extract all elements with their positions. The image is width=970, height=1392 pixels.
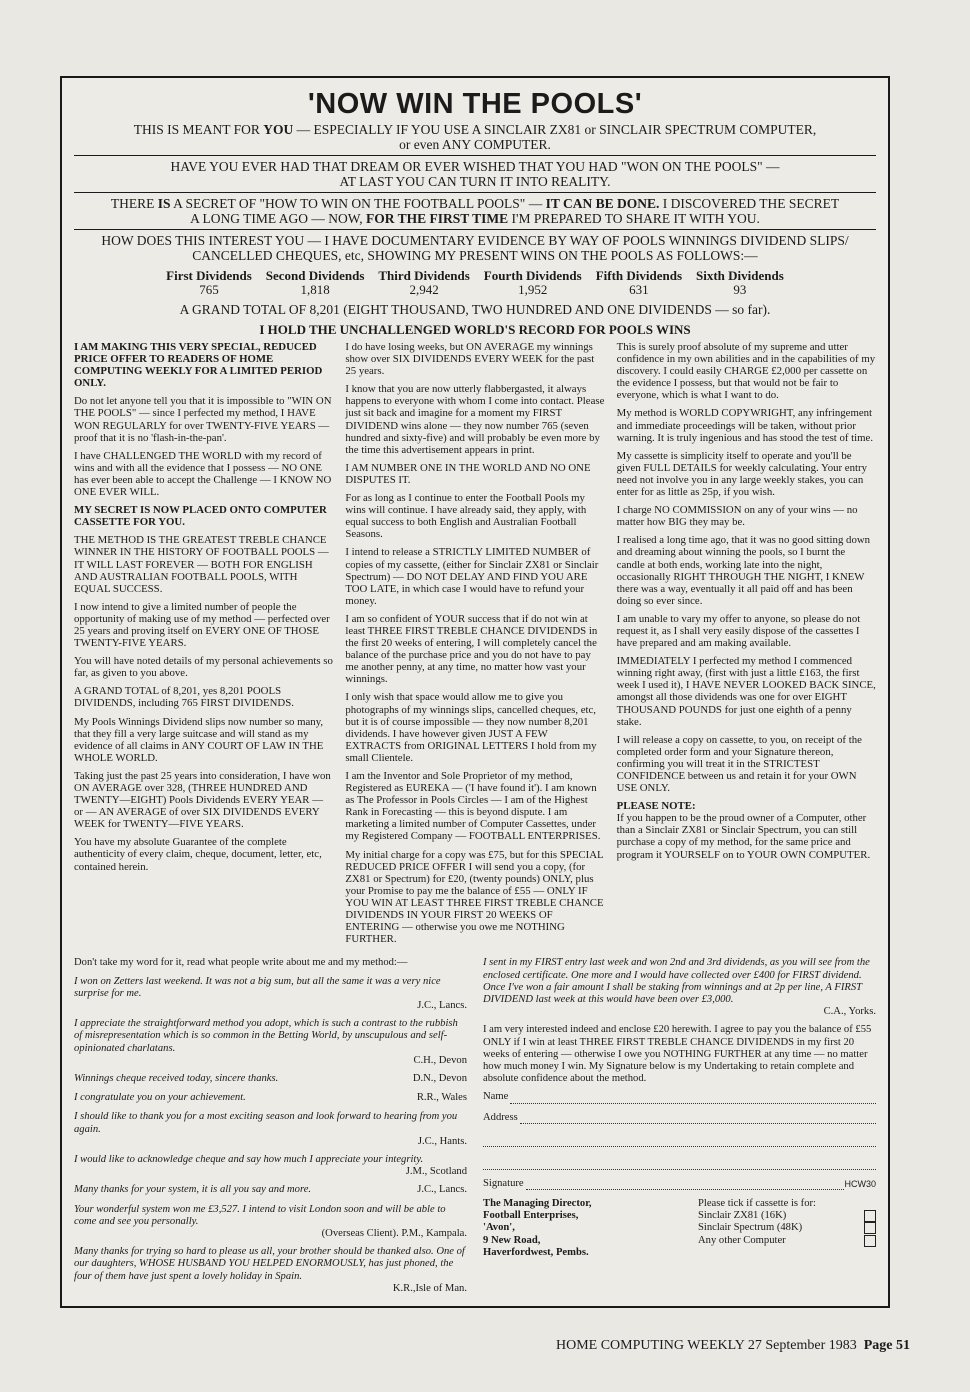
paragraph: This is surely proof absolute of my supreme and utter confidence in my own abilities and in the capabilities of my discovery. I could easily CHARGE £2,000 per cassette on the evidence I possess, but that would not be fair to everyone, which is what I want to do. xyxy=(616,341,876,402)
ref-code: HCW30 xyxy=(844,1178,876,1189)
testimonial-quote: I won on Zetters last weekend. It was not a big sum, but all the same it was a very nice surprise for me. xyxy=(74,975,441,999)
secret-text: I'M PREPARED TO SHARE IT WITH YOU. xyxy=(508,211,760,226)
divider xyxy=(74,229,876,230)
signature-label: Signature xyxy=(483,1177,524,1189)
paragraph: My Pools Winnings Dividend slips now number so many, that they fill a very large suitcase and will stand as my evidence of all claims in ANY COURT OF LAW IN THE WHOLE WORLD. xyxy=(74,715,324,764)
secret-text: I DISCOVERED THE SECRET xyxy=(659,196,840,211)
testimonial-sig: R.R., Wales xyxy=(416,1092,467,1104)
testimonial xyxy=(74,1111,467,1148)
dividend-label: Fourth Dividends xyxy=(483,268,582,283)
question-text: AT LAST YOU CAN TURN IT INTO REALITY. xyxy=(339,174,611,189)
dividend-cell xyxy=(378,269,469,297)
testimonial xyxy=(74,976,467,1013)
dividends-table xyxy=(74,269,876,297)
paragraph: I am so confident of YOUR success that if do not win at least THREE FIRST TREBLE CHANCE DIVIDENDS in the first 20 weeks of entering, I will completely cancel the balance of the purchase price and you do not have to pay me another penny, at any time, no matter how vast your winnings. xyxy=(345,612,598,686)
dividend-label: First Dividends xyxy=(166,268,252,283)
dividend-value: 2,942 xyxy=(409,282,439,297)
dividend-cell xyxy=(484,269,582,297)
secret-statement xyxy=(74,196,876,226)
address-line-3[interactable] xyxy=(483,1155,876,1170)
letter-extract xyxy=(483,957,876,1018)
evidence-text: CANCELLED CHEQUES, etc, SHOWING MY PRESENT WINS ON THE POOLS AS FOLLOWS:— xyxy=(192,248,758,263)
secret-emph: IT CAN BE DONE. xyxy=(545,196,660,211)
testimonial xyxy=(74,1154,467,1178)
paragraph: IMMEDIATELY I perfected my method I commenced winning right away, (first with just a little £163, the first week I used it), I HAVE NEVER LOOKED BACK SINCE, amongst all those dividends was one for over EIGHT THOUSAND POUNDS for just one eighth of a penny stake. xyxy=(616,655,876,728)
dividend-cell xyxy=(596,269,682,297)
testimonial xyxy=(74,1204,467,1241)
paragraph: My initial charge for a copy was £75, but for this SPECIAL REDUCED PRICE OFFER I will send you a copy, (for ZX81 or Spectrum) for £20, (twenty pounds) ONLY, plus your Promise to pay me the balance of £55 — ONLY IF YOU WIN AT LEAST THREE FIRST TREBLE CHANCE DIVIDENDS IN YOUR FIRST 20 WEEKS OF ENTERING — otherwise you owe me NOTHING FURTHER. xyxy=(345,848,604,946)
pools-advert xyxy=(60,76,890,1308)
order-text: I am very interested indeed and enclose £20 herewith. I agree to pay you the balance of £55 ONLY if I win at least THREE FIRST TREBLE CHANCE DIVIDENDS in my first 20 weeks of entering — otherwise I owe you NOTHING FURTHER at any time — no matter how much money I win. My Signature below is my Undertaking to retain complete and absolute confidence about the method. xyxy=(483,1024,872,1085)
please-note-heading: PLEASE NOTE: xyxy=(616,800,696,813)
paragraph: I now intend to give a limited number of people the opportunity of making use of my method — perfected over 25 years and proving itself on EVERY ONE OF THOSE TWENTY-FIVE YEARS. xyxy=(74,600,330,650)
evidence-text: HOW DOES THIS INTEREST YOU — I HAVE DOCUMENTARY EVIDENCE BY WAY OF POOLS WINNINGS DIVIDEND SLIPS/ xyxy=(101,233,849,248)
option-other[interactable] xyxy=(698,1235,876,1247)
question-text: HAVE YOU EVER HAD THAT DREAM OR EVER WISHED THAT YOU HAD "WON ON THE POOLS" — xyxy=(170,159,780,174)
headline: 'NOW WIN THE POOLS' xyxy=(307,88,643,120)
testimonial-sig: (Overseas Client). P.M., Kampala. xyxy=(321,1227,467,1239)
paragraph: THE METHOD IS THE GREATEST TREBLE CHANCE WINNER IN THE HISTORY OF FOOTBALL POOLS — IT WILL LAST FOREVER — BOTH FOR ENGLISH AND AUSTRALIAN FOOTBALL POOLS, WITH EQUAL SUCCESS. xyxy=(74,534,329,595)
testimonial-sig: C.H., Devon xyxy=(413,1054,467,1066)
cassette-options xyxy=(698,1198,876,1259)
dividend-cell xyxy=(166,269,252,297)
divider xyxy=(74,155,876,156)
tick-box[interactable] xyxy=(864,1210,876,1222)
letter-quote: I sent in my FIRST entry last week and won 2nd and 3rd dividends, as you will see from the enclosed certificate. One more and I would have collected over £400 for FIRST dividend. Once I've won a fair amount I shall be staking from winnings and at 2p per line, A FIRST DIVIDEND last week at this would have been over £3,000. xyxy=(483,957,870,1005)
postal-address xyxy=(483,1198,592,1259)
dividend-cell xyxy=(696,269,784,297)
paragraph: I AM MAKING THIS VERY SPECIAL, REDUCED PRICE OFFER TO READERS OF HOME COMPUTING WEEKLY FOR A LIMITED PERIOD ONLY. xyxy=(74,341,323,390)
page-footer xyxy=(556,1338,910,1354)
paragraph: I know that you are now utterly flabbergasted, it always happens to everyone with whom I come into contact. Please just sit back and imagine for a moment my FIRST DIVIDEND wins alone — they now number 765 (seven hundred and sixty-five) and will probably be even more by the time this advertisement appears in print. xyxy=(345,383,605,456)
paragraph: I intend to release a STRICTLY LIMITED NUMBER of copies of my cassette, (either for Sinclair ZX81 or Sinclair Spectrum) — DO NOT DELAY AND FIND YOU ARE TOO LATE, in which case I would have to refund your money. xyxy=(345,546,599,607)
address-field[interactable] xyxy=(483,1112,876,1124)
dream-question xyxy=(74,159,876,189)
testimonial xyxy=(74,1246,467,1295)
paragraph: I AM NUMBER ONE IN THE WORLD AND NO ONE DISPUTES IT. xyxy=(345,461,591,486)
option-label: Sinclair Spectrum (48K) xyxy=(698,1222,803,1234)
intro-emph: YOU xyxy=(263,122,294,137)
testimonial-sig: D.N., Devon xyxy=(412,1072,467,1084)
testimonials-intro: Don't take my word for it, read what people write about me and my method:— xyxy=(74,957,408,969)
address-label: Address xyxy=(483,1111,518,1123)
testimonial-quote: I congratulate you on your achievement. xyxy=(74,1092,246,1104)
dividend-cell xyxy=(266,269,365,297)
paragraph: Do not let anyone tell you that it is impossible to "WIN ON THE POOLS" — since I perfected my method, I HAVE WON REGULARLY for over TWENTY-FIVE YEARS — proof that it is no 'flash-in-the-pan'. xyxy=(74,395,332,444)
option-zx81[interactable] xyxy=(698,1210,876,1222)
testimonial xyxy=(74,1018,467,1067)
grand-total: A GRAND TOTAL OF 8,201 (EIGHT THOUSAND, TWO HUNDRED AND ONE DIVIDENDS — so far). xyxy=(179,302,771,317)
column-3 xyxy=(617,341,876,951)
paragraph: I realised a long time ago, that it was no good sitting down and dreaming about winning the pools, so I burnt the candle at both ends, working late into the night, occasionally RIGHT THROUGH THE NIGHT, I KNEW there was a way, eventually it all paid off and has been doing so ever since. xyxy=(616,534,871,607)
signature-field[interactable] xyxy=(483,1178,876,1190)
paragraph: My method is WORLD COPYWRIGHT, any infringement and immediate proceedings will be taken, without prior warning. It is truly ingenious and has stood the test of time. xyxy=(616,407,874,444)
intro-text: THIS IS MEANT FOR xyxy=(133,122,264,137)
secret-text: A LONG TIME AGO — NOW, xyxy=(190,211,366,226)
dividend-value: 1,818 xyxy=(300,282,330,297)
name-label: Name xyxy=(483,1091,509,1103)
body-columns xyxy=(74,341,876,951)
testimonial-sig: K.R.,Isle of Man. xyxy=(392,1282,467,1294)
testimonial-quote: I would like to acknowledge cheque and say how much I appreciate your integrity. xyxy=(74,1153,424,1165)
intro-line xyxy=(74,122,876,152)
paragraph: My cassette is simplicity itself to operate and you'll be given FULL DETAILS for weekly calculating. Your entry need not involve you in any large weekly stakes, you can enter for as little as 25p, if you wish. xyxy=(616,449,867,499)
evidence-statement xyxy=(74,233,876,263)
paragraph: A GRAND TOTAL of 8,201, yes 8,201 POOLS DIVIDENDS, including 765 FIRST DIVIDENDS. xyxy=(74,685,294,710)
dividend-label: Third Dividends xyxy=(378,268,470,283)
paragraph: You have my absolute Guarantee of the complete authenticity of every claim, cheque, document, letter, etc, contained herein. xyxy=(74,836,322,873)
address-and-options xyxy=(483,1198,876,1259)
signature-line[interactable] xyxy=(526,1178,845,1190)
name-line[interactable] xyxy=(510,1092,876,1104)
testimonial-sig: J.M., Scotland xyxy=(405,1166,467,1178)
publication-name: HOME COMPUTING WEEKLY 27 September 1983 xyxy=(556,1338,857,1353)
paragraph: MY SECRET IS NOW PLACED ONTO COMPUTER CASSETTE FOR YOU. xyxy=(74,504,327,529)
paragraph: I am the Inventor and Sole Proprietor of my method, Registered as EUREKA — ('I have found it'). I am known as The Professor in Pools Circles — I am of the Highest Rank in Forecasting — this is beyond dispute. I am marketing a limited number of Computer Cassettes, under my Registered Company — FOOTBALL ENTERPRISES. xyxy=(345,770,601,843)
secret-text: A SECRET OF "HOW TO WIN ON THE FOOTBALL POOLS" — xyxy=(170,196,546,211)
paragraph: I do have losing weeks, but ON AVERAGE my winnings show over SIX DIVIDENDS EVERY WEEK for the past 25 years. xyxy=(345,341,595,378)
testimonials xyxy=(74,957,467,1301)
testimonial-quote: Winnings cheque received today, sincere thanks. xyxy=(74,1072,279,1084)
tick-title: Please tick if cassette is for: xyxy=(698,1197,816,1209)
option-label: Sinclair ZX81 (16K) xyxy=(698,1210,787,1222)
tick-box[interactable] xyxy=(864,1235,876,1247)
paragraph: If you happen to be the proud owner of a Computer, other than a Sinclair ZX81 or Sinclair Spectrum, you can still purchase a copy of my method, for the same price and program it YOURSELF on to YOUR OWN COMPUTER. xyxy=(616,812,871,861)
addr-line: Football Enterprises, xyxy=(483,1210,579,1222)
addr-line: The Managing Director, xyxy=(483,1197,592,1209)
addr-line: 'Avon', xyxy=(483,1222,515,1234)
column-2 xyxy=(345,341,604,951)
dividend-value: 93 xyxy=(733,282,747,297)
testimonial-quote: Your wonderful system won me £3,527. I intend to visit London soon and will be able to come and see you personally. xyxy=(74,1203,446,1227)
option-spectrum[interactable] xyxy=(698,1222,876,1234)
dividend-value: 631 xyxy=(629,282,649,297)
option-label: Any other Computer xyxy=(698,1234,786,1246)
dividend-value: 765 xyxy=(199,282,219,297)
column-1 xyxy=(74,341,333,951)
testimonial xyxy=(74,1184,467,1196)
paragraph: For as long as I continue to enter the Football Pools my wins will continue. I have already said, they apply, with equal success to both English and Australian Football Seasons. xyxy=(345,492,587,541)
testimonial xyxy=(74,1092,467,1104)
testimonial-quote: Many thanks for trying so hard to please us all, your brother should be thanked also. One of our daughters, WHOSE HUSBAND YOU HELPED ENORMOUSLY, has just phoned, the four of them have just spent a lovely holiday in Spain. xyxy=(74,1246,465,1282)
divider xyxy=(74,192,876,193)
letter-sig: C.A., Yorks. xyxy=(823,1006,876,1018)
name-field[interactable] xyxy=(483,1091,876,1103)
secret-text: THERE xyxy=(110,196,158,211)
paragraph: I will release a copy on cassette, to you, on receipt of the completed order form and your Signature thereon, confirming you will treat it in the STRICTEST CONFIDENCE between us and retain it for your OWN USE ONLY. xyxy=(616,733,862,795)
address-line[interactable] xyxy=(520,1112,876,1124)
secret-emph: IS xyxy=(157,196,171,211)
addr-line: 9 New Road, xyxy=(483,1234,541,1246)
world-record: I HOLD THE UNCHALLENGED WORLD'S RECORD FOR POOLS WINS xyxy=(259,322,691,337)
testimonial xyxy=(74,1073,467,1085)
tick-box[interactable] xyxy=(864,1222,876,1234)
testimonial-sig: J.C., Hants. xyxy=(417,1135,467,1147)
testimonial-quote: Many thanks for your system, it is all you say and more. xyxy=(74,1184,312,1196)
dividend-value: 1,952 xyxy=(518,282,548,297)
page-number: Page 51 xyxy=(863,1338,910,1353)
intro-text: — ESPECIALLY IF YOU USE A SINCLAIR ZX81 or SINCLAIR SPECTRUM COMPUTER, xyxy=(293,122,817,137)
paragraph: You will have noted details of my personal achievements so far, as given to you above. xyxy=(74,655,333,680)
paragraph: I have CHALLENGED THE WORLD with my record of wins and with all the evidence that I possess — NO ONE has ever been able to accept the Challenge — I KNOW NO ONE EVER WILL. xyxy=(74,449,332,499)
dividend-label: Sixth Dividends xyxy=(696,268,784,283)
dividend-label: Second Dividends xyxy=(265,268,365,283)
testimonial-sig: J.C., Lancs. xyxy=(417,999,467,1011)
paragraph: I charge NO COMMISSION on any of your wins — no matter how BIG they may be. xyxy=(616,504,858,529)
bottom-section xyxy=(74,957,876,1301)
order-form xyxy=(483,957,876,1301)
testimonial-quote: I should like to thank you for a most exciting season and look forward to hearing from you again. xyxy=(74,1111,458,1135)
addr-line: Haverfordwest, Pembs. xyxy=(483,1246,589,1258)
testimonial-sig: J.C., Lancs. xyxy=(417,1184,467,1196)
secret-emph: FOR THE FIRST TIME xyxy=(366,211,509,226)
intro-text: or even ANY COMPUTER. xyxy=(399,137,551,152)
paragraph: I am unable to vary my offer to anyone, so please do not request it, as I shall very easily dispose of the cassettes I have prepared and am making available. xyxy=(616,612,861,650)
testimonial-quote: I appreciate the straightforward method you adopt, which is such a contrast to the rubbish of misrepresentation which is so common in the Betting World, by unscupulous and self-opinionated charlatans. xyxy=(74,1018,458,1054)
paragraph: Taking just the past 25 years into consideration, I have won ON AVERAGE over 328, (THREE HUNDRED AND TWENTY—EIGHT) Pools Dividends EVERY YEAR — or — AN AVERAGE of over SIX DIVIDENDS EVERY WEEK for TWENTY—FIVE YEARS. xyxy=(74,769,331,831)
address-line-2[interactable] xyxy=(483,1132,876,1147)
paragraph: I only wish that space would allow me to give you photographs of my winnings slips, cancelled cheques, etc, but it is of course impossible — they now number 8,201 dividends. I have however given JUST A FEW EXTRACTS from ORIGINAL LETTERS I hold from my small Clientele. xyxy=(345,691,597,764)
dividend-label: Fifth Dividends xyxy=(595,268,683,283)
